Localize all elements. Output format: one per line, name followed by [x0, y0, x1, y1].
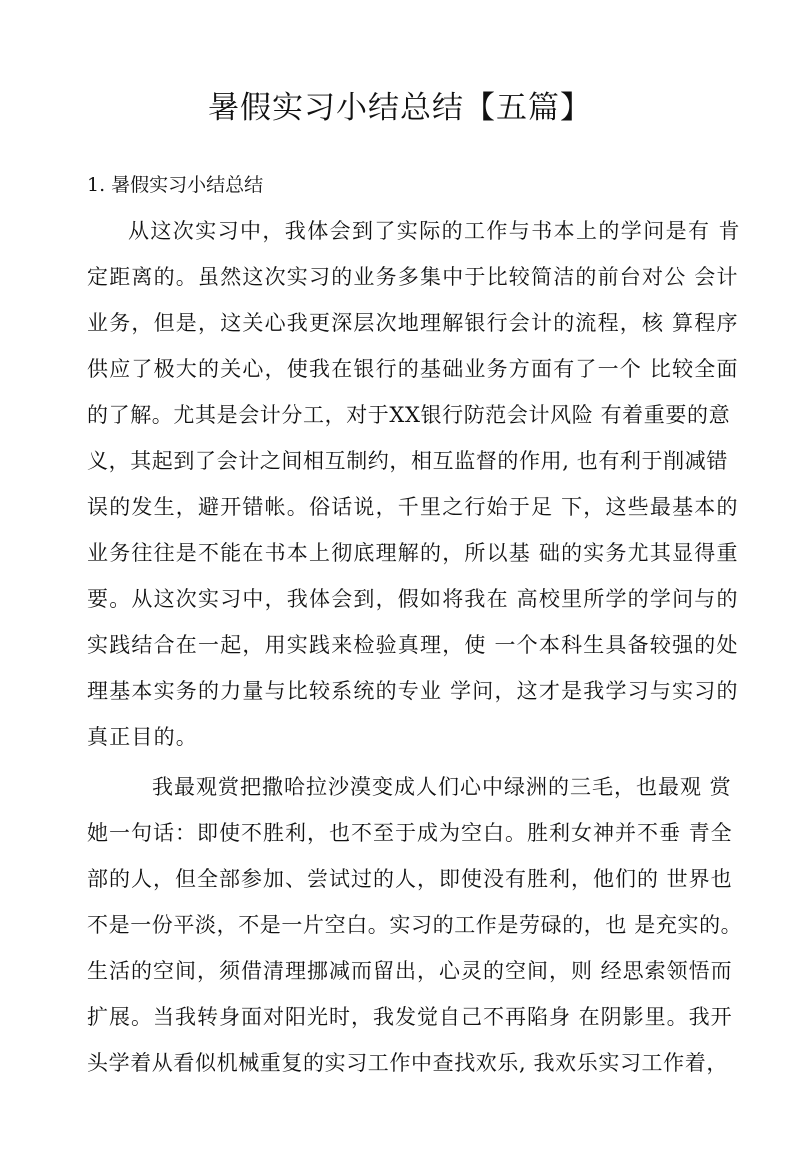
paragraph-line: 生活的空间，须借清理挪减而留出，心灵的空间，则 经思索领悟而 [87, 959, 733, 983]
paragraph-line: 定距离的。虽然这次实习的业务多集中于比较简洁的前台对公 会计 [87, 265, 739, 289]
paragraph-line: 业务往往是不能在书本上彻底理解的，所以基 础的实务尤其显得重 [87, 541, 739, 565]
paragraph-line: 实践结合在一起，用实践来检验真理，使 一个本科生具备较强的处 [87, 633, 739, 657]
paragraph-line: 扩展。当我转身面对阳光时，我发觉自己不再陷身 在阴影里。我开 [87, 1005, 733, 1029]
document-title: 暑假实习小结总结【五篇】 [208, 90, 592, 126]
paragraph-line: 要。从这次实习中，我体会到，假如将我在 高校里所学的学问与的 [87, 587, 739, 611]
paragraph-line: 我最观赏把撒哈拉沙漠变成人们心中绿洲的三毛，也最观 赏 [152, 775, 732, 799]
paragraph-line: 不是一份平淡，不是一片空白。实习的工作是劳碌的，也 是充实的。 [87, 913, 743, 937]
paragraph-line: 的了解。尤其是会计分工，对于XX银行防范会计风险 有着重要的意 [87, 403, 731, 427]
paragraph-line: 部的人，但全部参加、尝试过的人，即使没有胜利，他们的 世界也 [87, 867, 733, 891]
paragraph-line: 供应了极大的关心，使我在银行的基础业务方面有了一个 比较全面 [87, 357, 739, 381]
section-heading: 1. 暑假实习小结总结 [87, 174, 264, 196]
paragraph-line: 她一句话：即使不胜利，也不至于成为空白。胜利女神并不垂 青全 [87, 821, 733, 845]
paragraph-line: 误的发生，避开错帐。俗话说，千里之行始于足 下，这些最基本的 [87, 495, 739, 519]
paragraph-line: 理基本实务的力量与比较系统的专业 学问，这才是我学习与实习的 [87, 679, 739, 703]
paragraph-line: 业务，但是，这关心我更深层次地理解银行会计的流程，核 算程序 [87, 311, 739, 335]
paragraph-line: 真正目的。 [87, 725, 198, 749]
paragraph-line: 从这次实习中，我体会到了实际的工作与书本上的学问是有 肯 [128, 219, 741, 243]
paragraph-line: 头学着从看似机械重复的实习工作中查找欢乐, 我欢乐实习工作着， [87, 1051, 728, 1075]
paragraph-line: 义，其起到了会计之间相互制约，相互监督的作用, 也有利于削减错 [87, 449, 728, 473]
